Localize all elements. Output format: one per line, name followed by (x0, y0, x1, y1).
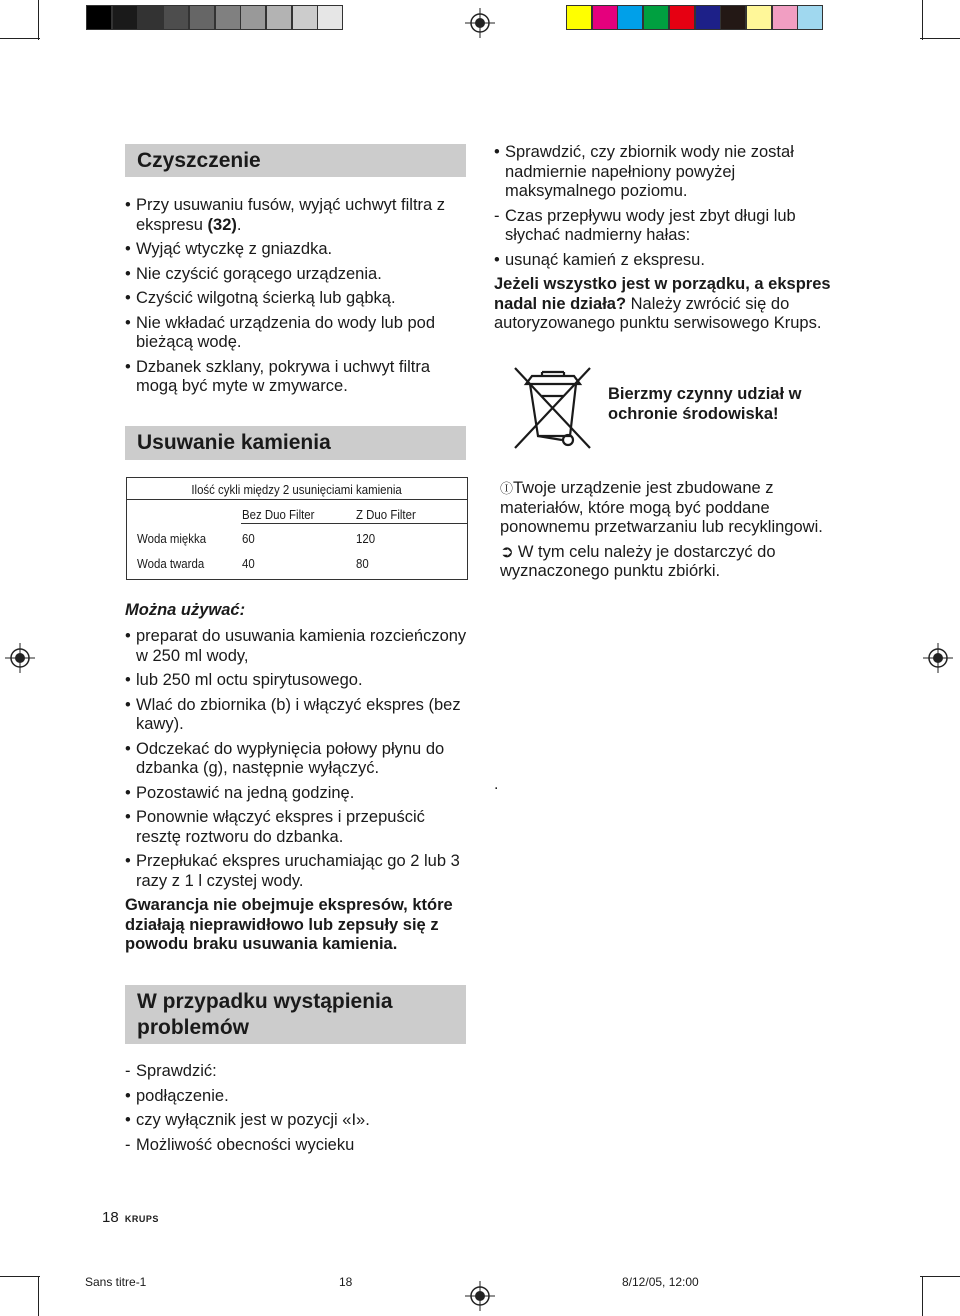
color-swatch (189, 5, 215, 30)
list-item: • usunąć kamień z ekspresu. (494, 250, 705, 269)
table-row-label: Woda twarda (137, 556, 205, 571)
heading-line: problemów (137, 1016, 250, 1039)
service-note: Jeżeli wszystko jest w porządku, a ekspres nadal nie działa? Należy zwrócić się do autoryzowanego punktu serwisowego Krups. (494, 275, 831, 332)
weee-crossed-bin-icon (512, 366, 594, 450)
descaling-table (126, 477, 468, 580)
slug-filename: Sans titre-1 (85, 1275, 147, 1289)
crop-mark (38, 1276, 39, 1316)
slug-date: 8/12/05, 12:00 (622, 1275, 699, 1289)
list-item: • Nie wkładać urządzenia do wody lub pod bieżącą wodę. (125, 313, 436, 351)
slogan-line: ochronie środowiska! (608, 404, 779, 423)
color-swatch (240, 5, 266, 30)
table-cell: 80 (356, 556, 369, 571)
list-item: • Przy usuwaniu fusów, wyjąć uchwyt filtra z ekspresu (32). (125, 196, 446, 234)
table-row-label: Woda miękka (137, 531, 207, 546)
heading-line: W przypadku wystąpienia (137, 990, 393, 1013)
cleaning-list (125, 196, 470, 402)
list-item: • Przepłukać ekspres uruchamiając go 2 lub 3 razy z 1 l czystej wody. (125, 852, 460, 890)
registration-mark-icon (5, 643, 35, 673)
color-swatch (266, 5, 292, 30)
list-item: - Sprawdzić: (125, 1062, 217, 1080)
color-swatch (317, 5, 343, 30)
list-item: • czy wyłącznik jest w pozycji «I». (125, 1111, 370, 1129)
page-number: 18 (102, 1209, 119, 1226)
list-item: • Nie czyścić gorącego urządzenia. (125, 264, 382, 283)
recycling-note: ⒾTwoje urządzenie jest zbudowane z materiałów, które mogą być poddane ponownemu przetwarzaniu lub recyklingowi. (500, 479, 823, 536)
list-item: • preparat do usuwania kamienia rozcieńczony w 250 ml wody, (125, 627, 467, 665)
crop-mark (0, 38, 40, 39)
registration-mark-icon (465, 8, 495, 38)
table-cell: 60 (242, 531, 255, 546)
descaling-list (125, 627, 470, 955)
crop-mark (0, 1276, 40, 1277)
table-cell: 120 (356, 531, 376, 546)
list-item: • Czyścić wilgotną ścierką lub gąbką. (125, 289, 396, 307)
color-swatch (772, 5, 798, 30)
problems-list (125, 1062, 470, 1160)
arrow-icon: ➲ (500, 542, 514, 561)
color-swatch (137, 5, 163, 30)
troubleshooting-list (494, 143, 839, 334)
crop-mark (920, 1276, 960, 1277)
warranty-note: Gwarancja nie obejmuje ekspresów, które działają nieprawidłowo lub zepsuły się z powodu braku usuwania kamienia. (125, 896, 453, 953)
brand-name: KRUPS (124, 1214, 159, 1224)
can-use-label: Można używać: (125, 601, 246, 619)
color-swatch (566, 5, 592, 30)
color-swatch (215, 5, 241, 30)
list-item: • Odczekać do wypłynięcia połowy płynu do dzbanka (g), następnie wyłączyć. (125, 739, 445, 777)
color-swatch (592, 5, 618, 30)
color-swatch (163, 5, 189, 30)
list-item: • podłączenie. (125, 1086, 229, 1105)
section-heading-problems (125, 985, 466, 1044)
color-swatch (112, 5, 138, 30)
list-item: • Ponownie włączyć ekspres i przepuścić resztę roztworu do dzbanka. (125, 808, 425, 846)
color-swatch (617, 5, 643, 30)
color-swatch (695, 5, 721, 30)
collection-note: ➲ W tym celu należy je dostarczyć do wyznaczonego punktu zbiórki. (500, 542, 776, 580)
environment-slogan (608, 385, 801, 424)
section-heading-descaling: Usuwanie kamienia (125, 426, 466, 460)
registration-mark-icon (465, 1281, 495, 1311)
color-swatch (86, 5, 112, 30)
recycling-section (500, 479, 830, 582)
list-item: - Możliwość obecności wycieku (125, 1135, 355, 1154)
color-swatch (292, 5, 318, 30)
slogan-line: Bierzmy czynny udział w (608, 385, 802, 403)
stray-dot: . (494, 776, 499, 793)
table-column-header: Bez Duo Filter (242, 507, 315, 522)
table-column-header: Z Duo Filter (356, 507, 416, 522)
slug-page: 18 (339, 1275, 353, 1289)
crop-mark (922, 0, 923, 40)
color-swatch (720, 5, 746, 30)
list-item: • Wlać do zbiornika (b) i włączyć ekspres (bez kawy). (125, 695, 461, 733)
list-item: • Pozostawić na jedną godzinę. (125, 783, 355, 802)
color-swatch (797, 5, 823, 30)
list-item: • lub 250 ml octu spirytusowego. (125, 671, 363, 689)
color-swatch (669, 5, 695, 30)
list-item: • Wyjąć wtyczkę z gniazdka. (125, 240, 333, 258)
list-item: • Sprawdzić, czy zbiornik wody nie został nadmiernie napełniony powyżej maksymalnego poziomu. (494, 143, 794, 200)
table-divider (241, 523, 467, 524)
page-footer (102, 1209, 159, 1226)
crop-mark (38, 0, 39, 40)
info-icon: Ⓘ (500, 481, 514, 496)
color-swatch (746, 5, 772, 30)
crop-mark (920, 38, 960, 39)
section-heading-cleaning: Czyszczenie (125, 144, 466, 177)
crop-mark (922, 1276, 923, 1316)
color-swatch (643, 5, 669, 30)
table-title: Ilość cykli między 2 usunięciami kamienia (127, 478, 467, 500)
list-item: • Dzbanek szklany, pokrywa i uchwyt filtra mogą być myte w zmywarce. (125, 357, 431, 395)
registration-mark-icon (923, 643, 953, 673)
list-item: - Czas przepływu wody jest zbyt długi lub słychać nadmierny hałas: (494, 206, 796, 244)
table-cell: 40 (242, 556, 255, 571)
